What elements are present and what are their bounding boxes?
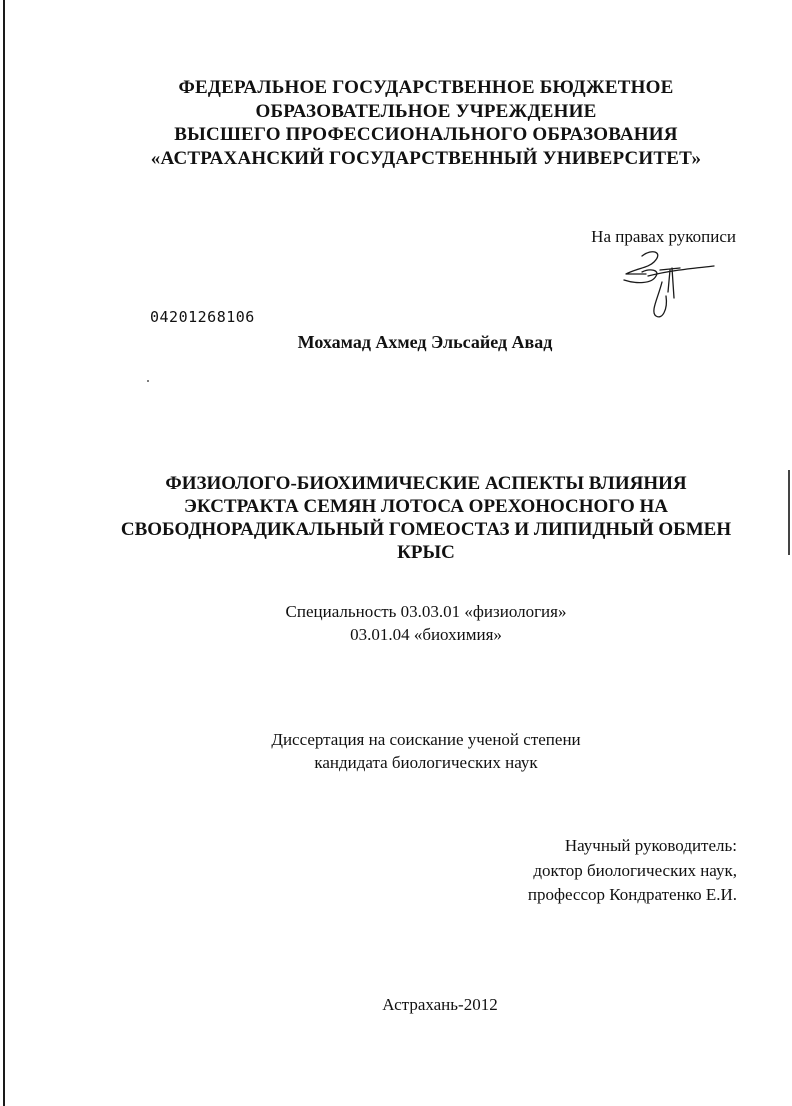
specialty-block (30, 600, 792, 646)
degree-line: кандидата биологических наук (314, 753, 538, 772)
header-line: ОБРАЗОВАТЕЛЬНОЕ УЧРЕЖДЕНИЕ (255, 100, 597, 122)
signature (612, 246, 722, 326)
header-line: ВЫСШЕГО ПРОФЕССИОНАЛЬНОГО ОБРАЗОВАНИЯ (174, 124, 678, 145)
header-line: ФЕДЕРАЛЬНОЕ ГОСУДАРСТВЕННОЕ БЮДЖЕТНОЕ (178, 77, 674, 98)
document-number: 04201268106 (150, 308, 255, 326)
scan-speck (147, 380, 149, 382)
degree-block (30, 728, 792, 774)
supervisor-line: доктор биологических наук, (533, 860, 737, 880)
header-line: «АСТРАХАНСКИЙ ГОСУДАРСТВЕННЫЙ УНИВЕРСИТЕТ» (150, 147, 702, 169)
supervisor-block (440, 834, 737, 908)
supervisor-line: Научный руководитель: (564, 836, 737, 855)
institution-header (30, 76, 792, 170)
title-line: КРЫС (397, 542, 455, 563)
specialty-line: 03.01.04 «биохимия» (350, 625, 502, 644)
title-line: ЭКСТРАКТА СЕМЯН ЛОТОСА ОРЕХОНОСНОГО НА (184, 496, 668, 517)
specialty-line: Специальность 03.03.01 «физиология» (285, 602, 567, 621)
dissertation-title (30, 472, 792, 564)
supervisor-line: профессор Кондратенко Е.И. (527, 885, 737, 904)
scan-edge-left (3, 0, 5, 1106)
author-name: Мохамад Ахмед Эльсайед Авад (297, 332, 553, 352)
title-line: ФИЗИОЛОГО-БИОХИМИЧЕСКИЕ АСПЕКТЫ ВЛИЯНИЯ (165, 473, 687, 494)
manuscript-note: На правах рукописи (591, 227, 736, 246)
city-year: Астрахань-2012 (382, 995, 498, 1014)
title-line: СВОБОДНОРАДИКАЛЬНЫЙ ГОМЕОСТАЗ И ЛИПИДНЫЙ ОБМЕН (120, 519, 732, 540)
degree-line: Диссертация на соискание ученой степени (271, 730, 581, 749)
